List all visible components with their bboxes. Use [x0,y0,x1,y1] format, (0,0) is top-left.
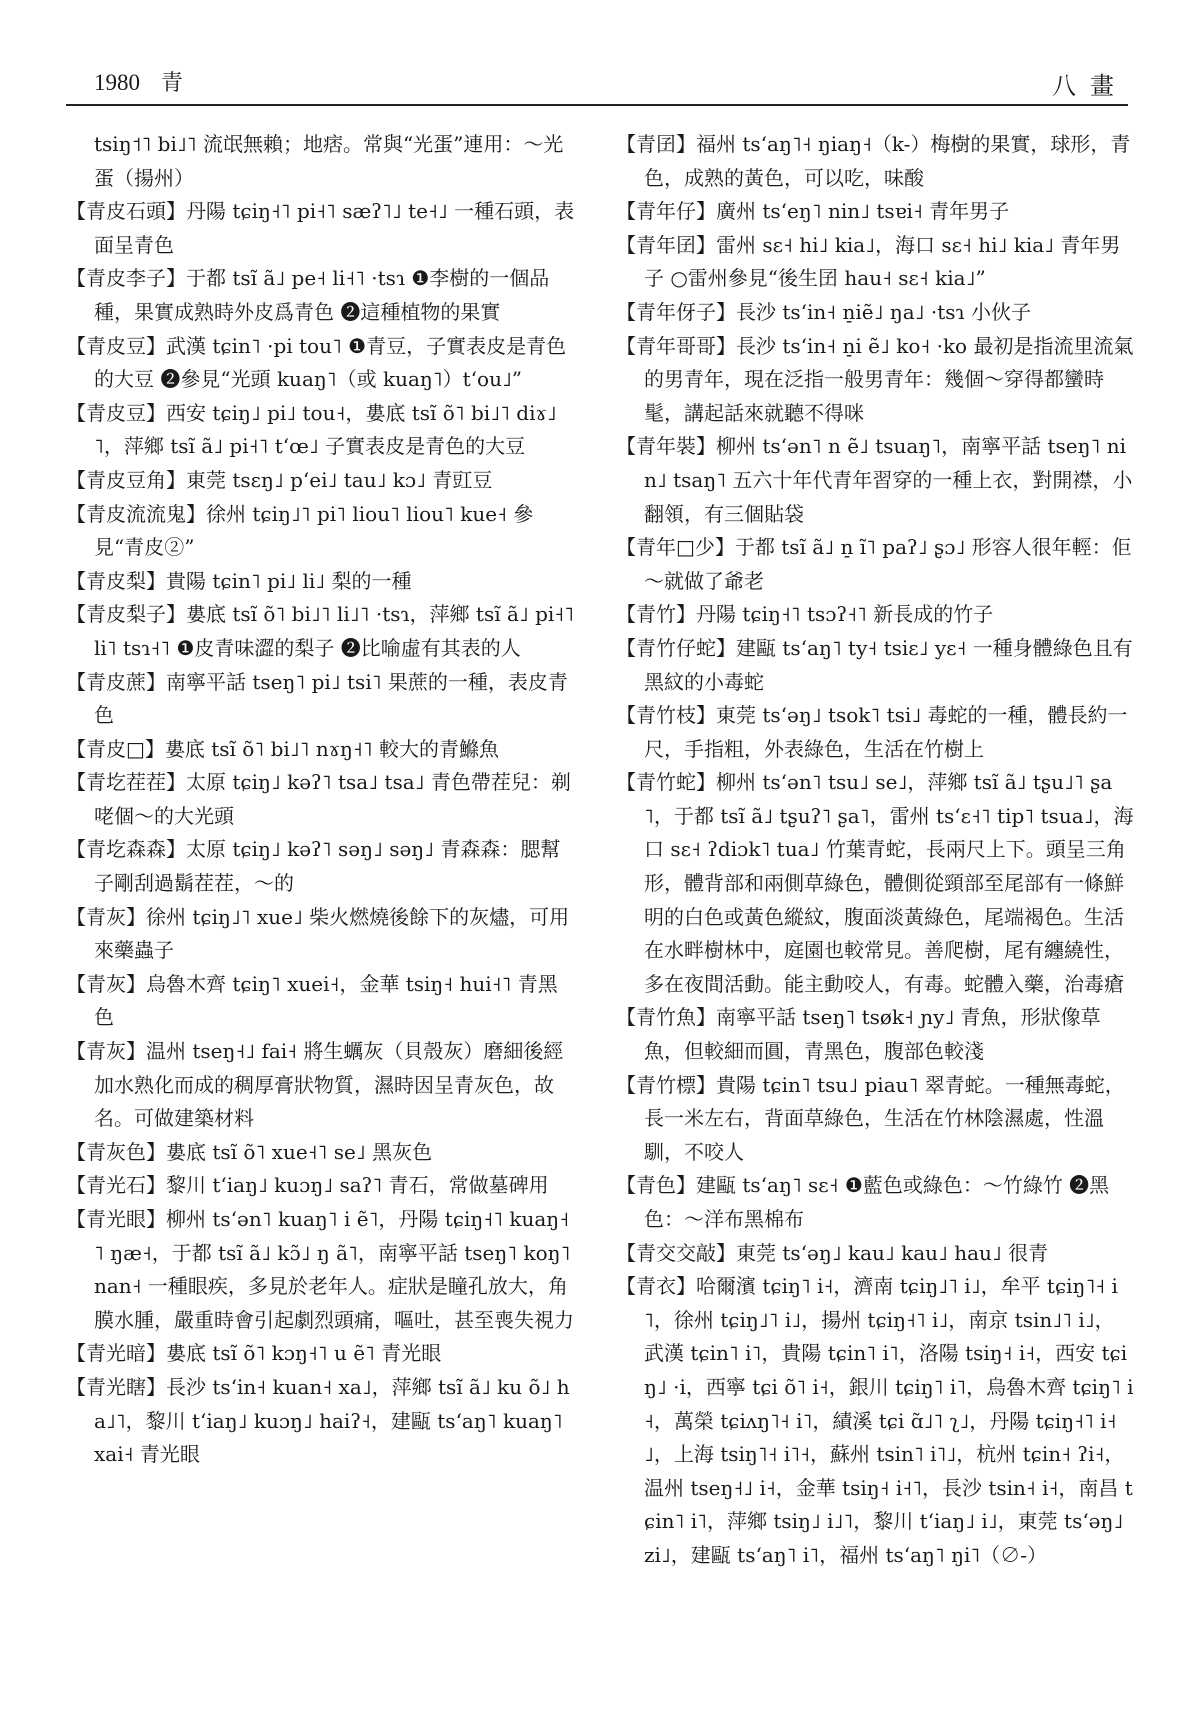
dictionary-entry: 【青年哥哥】長沙 tsʻin˧ n̠i ẽ˩ ko˧ ·ko 最初是指流里流氣的男青年，現在泛指一般男青年：幾個～穿得都蠻時髦，講起話來就聽不得咪 [616,333,1134,425]
dictionary-entry: 【青年□少】于都 tsĩ ã˩ n̠ ĩ˥ paʔ˩ ʂɔ˩ 形容人很年輕：佢～就做了爺老 [616,535,1132,593]
dictionary-entry: 【青皮流流鬼】徐州 tɕiŋ˩˥ pi˥ liou˥ liou˥ kue˧ 參見“青皮②” [66,501,534,560]
dictionary-entry: 【青年伢子】長沙 tsʻin˧ n̠iẽ˩ ŋa˩ ·tsɿ 小伙子 [616,299,1031,324]
dictionary-entry: 【青年仔】廣州 tsʻeŋ˥ nin˩ tsɐi˧ 青年男子 [616,199,1010,224]
stroke-section-label: 八畫 [1052,72,1128,100]
dictionary-entry: 【青皮□】婁底 tsĩ õ˥ bi˩˥ nɤŋ˧˥ 較大的青鰷魚 [66,736,499,761]
dictionary-entry: 【青光眼】柳州 tsʻən˥ kuaŋ˥ i ẽ˥，丹陽 tɕiŋ˧˥ kuaŋ˧˥ ŋæ˧，于都 tsĩ ã˩ kɔ̃˩ ŋ ã˥，南寧平話 tseŋ˥ koŋ˥ nan˧ 一種眼疾，多見於老年人。症狀是瞳孔放大，角膜水腫，嚴重時會引起劇烈頭痛，嘔吐，甚至喪失視力 [66,1207,574,1332]
dictionary-entry: 【青灰】烏魯木齊 tɕiŋ˥ xuei˧，金華 tsiŋ˧ hui˧˥ 青黑色 [66,971,558,1030]
dictionary-entry: 【青年裝】柳州 tsʻən˥ n ẽ˩ tsuaŋ˥，南寧平話 tseŋ˥ nin˩ tsaŋ˥ 五六十年代青年習穿的一種上衣，對開襟，小翻領，有三個貼袋 [616,434,1133,526]
page-number: 1980 [94,70,140,95]
radical-label: 青 [161,71,184,96]
page-header [94,66,1128,108]
dictionary-entry: 【青竹】丹陽 tɕiŋ˧˥ tsɔʔ˧˥ 新長成的竹子 [616,602,994,627]
dictionary-entry: 【青竹魚】南寧平話 tseŋ˥ tsøk˧ ɲy˩ 青魚，形狀像草魚，但較細而圓，青黑色，腹部色較淺 [616,1005,1101,1064]
dictionary-entry: 【青皮梨】貴陽 tɕin˥ pi˩ li˩ 梨的一種 [66,568,412,593]
dictionary-entry: 【青灰】徐州 tɕiŋ˩˥ xue˩ 柴火燃燒後餘下的灰燼，可用來藥蟲子 [66,904,570,963]
dictionary-entry: 【青皮梨子】婁底 tsĩ õ˥ bi˩˥ li˩˥ ·tsɿ，萍鄉 tsĩ ã˩ pi˧˥ li˥ tsɿ˧˥ ❶皮青味澀的梨子 ❷比喻虛有其表的人 [66,602,575,660]
dictionary-entry: 【青灰色】婁底 tsĩ õ˥ xue˧˥ se˩ 黑灰色 [66,1139,433,1164]
dictionary-entry: 【青色】建甌 tsʻaŋ˥ sɛ˧ ❶藍色或綠色：～竹綠竹 ❷黑色：～洋布黑棉布 [616,1173,1110,1231]
dictionary-entry: 【青灰】温州 tseŋ˧˩ fai˧ 將生蠣灰（貝殼灰）磨細後經加水熟化而成的稠厚膏狀物質，濕時因呈青灰色，故名。可做建築材料 [66,1039,564,1131]
dictionary-entry: 【青竹仔蛇】建甌 tsʻaŋ˥ ty˧ tsiɛ˩ yɛ˧ 一種身體綠色且有黑紋的小毒蛇 [616,635,1133,694]
dictionary-entry: 【青衣】哈爾濱 tɕiŋ˥ i˧，濟南 tɕiŋ˩˥ i˩，牟平 tɕiŋ˥˧ i˥，徐州 tɕiŋ˩˥ i˩，揚州 tɕiŋ˧˥ i˩，南京 tsin˩˥ i˩，武漢 tɕin˥ i˥，貴陽 tɕin˥ i˥，洛陽 tsiŋ˧ i˧，西安 tɕiŋ˩ ·i，西寧 tɕi õ˥ i˧，銀川 tɕiŋ˥ i˥，烏魯木齊 tɕiŋ˥ i˧，萬榮 tɕiʌŋ˥˧ i˥，績溪 tɕi ɑ̃˩˥ ʅ˩，丹陽 tɕiŋ˧˥ i˧˩，上海 tsiŋ˥˧ i˥˧，蘇州 tsin˥ i˥˩，杭州 tɕin˧ ʔi˧，温州 tseŋ˧˩ i˧，金華 tsiŋ˧ i˧˥，長沙 tsin˧ i˧，南昌 tɕin˥ i˥，萍鄉 tsiŋ˩ i˩˥，黎川 tʻiaŋ˩ i˩，東莞 tsʻəŋ˩ zi˩，建甌 tsʻaŋ˥ i˥，福州 tsʻaŋ˥ ŋi˥（∅-） [616,1274,1134,1567]
header-left [94,66,183,97]
dictionary-entry: 【青皮豆】西安 tɕiŋ˩ pi˩ tou˧，婁底 tsĩ õ˥ bi˩˥ diɤ˩˥，萍鄉 tsĩ ã˩ pi˧˥ tʻœ˩ 子實表皮是青色的大豆 [66,400,557,459]
dictionary-entry: 【青圪茬茬】太原 tɕiŋ˩ kəʔ˥ tsa˩ tsa˩ 青色帶茬兒：剃咾個～的大光頭 [66,770,571,828]
dictionary-entry: 【青交交敲】東莞 tsʻəŋ˩ kau˩ kau˩ hau˩ 很青 [616,1240,1049,1265]
dictionary-entry: 【青圪森森】太原 tɕiŋ˩ kəʔ˥ səŋ˩ səŋ˩ 青森森：腮幫子剛刮過鬍茬茬，～的 [66,837,561,896]
dictionary-entry: 【青光瞎】長沙 tsʻin˧ kuan˧ xa˩，萍鄉 tsĩ ã˩ ku õ˩ ha˩˥，黎川 tʻiaŋ˩ kuɔŋ˩ haiʔ˧，建甌 tsʻaŋ˥ kuaŋ˥ xai˧ 青光眼 [66,1374,570,1467]
dictionary-entry: 【青光石】黎川 tʻiaŋ˩ kuɔŋ˩ saʔ˥ 青石，常做墓碑用 [66,1173,549,1198]
header-rule [66,104,1128,106]
dictionary-entry: tsiŋ˦˥ bi˩˥ 流氓無賴；地痞。常與“光蛋”連用：～光蛋（揚州） [94,132,564,190]
right-column [616,128,1134,1573]
dictionary-entry: 【青光暗】婁底 tsĩ õ˥ kɔŋ˧˥ u ẽ˥ 青光眼 [66,1341,442,1366]
dictionary-entry: 【青皮豆】武漢 tɕin˥ ·pi tou˥ ❶青豆，子實表皮是青色的大豆 ❷參見“光頭 kuaŋ˥（或 kuaŋ˥）tʻou˩” [66,333,567,392]
dictionary-entry: 【青年囝】雷州 sɛ˧ hi˩ kia˩，海口 sɛ˧ hi˩ kia˩ 青年男子 ○雷州參見“後生囝 hau˧ sɛ˧ kia˩” [616,232,1121,291]
dictionary-entry: 【青竹枝】東莞 tsʻəŋ˩ tsok˥ tsi˩ 毒蛇的一種，體長約一尺，手指粗，外表綠色，生活在竹樹上 [616,703,1128,761]
dictionary-entry: 【青皮石頭】丹陽 tɕiŋ˧˥ pi˧˥ sæʔ˥˩ te˧˩ 一種石頭，表面呈青色 [66,199,575,257]
left-column [66,128,576,1472]
dictionary-entry: 【青竹標】貴陽 tɕin˥ tsu˩ piau˥ 翠青蛇。一種無毒蛇，長一米左右，背面草綠色，生活在竹林陰濕處，性溫馴，不咬人 [616,1072,1125,1164]
dictionary-entry: 【青皮蔗】南寧平話 tseŋ˥ pi˩ tsi˥ 果蔗的一種，表皮青色 [66,669,568,728]
dictionary-entry: 【青皮豆角】東莞 tsɛŋ˩ pʻei˩ tau˩ kɔ˩ 青豇豆 [66,467,493,492]
dictionary-entry: 【青囝】福州 tsʻaŋ˥˧ ŋiaŋ˧（k-）梅樹的果實，球形，青色，成熟的黃色，可以吃，味酸 [616,132,1131,190]
dictionary-entry: 【青竹蛇】柳州 tsʻən˥ tsu˩ se˩，萍鄉 tsĩ ã˩ tʂu˩˥ ʂa˥，于都 tsĩ ã˩ tʂuʔ˥ ʂa˥，雷州 tsʻɛ˧˥ tip˥ tsua˩，海口 sɛ˧ ʔdiɔk˥ tua˩ 竹葉青蛇，長兩尺上下。頭呈三角形，體背部和兩側草綠色，體側從頸部至尾部有一條鮮明的白色或黃色縱紋，腹面淡黃綠色，尾端褐色。生活在水畔樹林中，庭園也較常見。善爬樹，尾有纏繞性，多在夜間活動。能主動咬人，有毒。蛇體入藥，治毒瘡 [616,770,1134,996]
dictionary-entry: 【青皮李子】于都 tsĩ ã˩ pe˧ li˧˥ ·tsɿ ❶李樹的一個品種，果實成熟時外皮爲青色 ❷這種植物的果實 [66,266,550,324]
